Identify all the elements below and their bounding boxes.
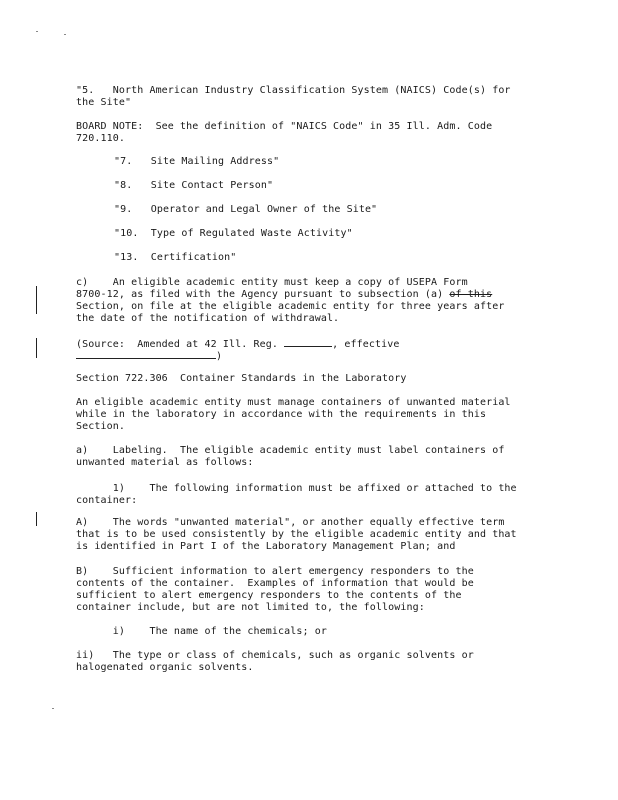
naics-heading-line: the Site" xyxy=(76,97,132,108)
item-ii-line: halogenated organic solvents. xyxy=(76,662,254,673)
paragraph-c-line: the date of the notification of withdrawal. xyxy=(76,313,340,324)
item-1-line: 1) The following information must be affixed or attached to the xyxy=(76,483,517,494)
scan-speck xyxy=(64,34,66,35)
item-i-line: i) The name of the chemicals; or xyxy=(76,626,327,637)
item-ii-line: ii) The type or class of chemicals, such as organic solvents or xyxy=(76,650,474,661)
item-a-line: that is to be used consistently by the eligible academic entity and that xyxy=(76,529,517,540)
intro-line: while in the laboratory in accordance with the requirements in this xyxy=(76,409,487,420)
item-a-line: is identified in Part I of the Laboratory Management Plan; and xyxy=(76,541,456,552)
source-note-text: ) xyxy=(216,351,223,362)
naics-heading-line: "5. North American Industry Classification System (NAICS) Code(s) for xyxy=(76,85,511,96)
scan-speck xyxy=(52,708,54,709)
source-note-line xyxy=(76,349,222,364)
item-1-line: container: xyxy=(76,495,138,506)
section-heading: Section 722.306 Container Standards in the Laboratory xyxy=(76,373,407,384)
form-item: "13. Certification" xyxy=(114,252,237,263)
revision-bar xyxy=(36,338,37,358)
paragraph-c-text: 8700-12, as filed with the Agency pursuant to subsection (a) xyxy=(76,289,450,300)
item-b-line: contents of the container. Examples of information that would be xyxy=(76,578,474,589)
form-item: "7. Site Mailing Address" xyxy=(114,156,280,167)
item-b-line: sufficient to alert emergency responders to the contents of the xyxy=(76,590,462,601)
source-note-text: (Source: Amended at 42 Ill. Reg. xyxy=(76,339,285,350)
item-a-line: A) The words "unwanted material", or another equally effective term xyxy=(76,517,505,528)
form-item: "9. Operator and Legal Owner of the Site" xyxy=(114,204,378,215)
source-note-text: , effective xyxy=(332,339,400,350)
board-note-line: 720.110. xyxy=(76,133,125,144)
item-b-line: B) Sufficient information to alert emergency responders to the xyxy=(76,566,474,577)
struck-text: of this xyxy=(449,289,493,300)
intro-line: An eligible academic entity must manage containers of unwanted material xyxy=(76,397,511,408)
blank-line xyxy=(284,337,332,347)
paragraph-a-line: a) Labeling. The eligible academic entity must label containers of xyxy=(76,445,505,456)
board-note-line: BOARD NOTE: See the definition of "NAICS Code" in 35 Ill. Adm. Code xyxy=(76,121,493,132)
revision-bar xyxy=(36,512,37,526)
form-item: "8. Site Contact Person" xyxy=(114,180,274,191)
scan-speck xyxy=(36,31,38,32)
form-item: "10. Type of Regulated Waste Activity" xyxy=(114,228,353,239)
revision-bar xyxy=(36,286,37,314)
paragraph-a-line: unwanted material as follows: xyxy=(76,457,254,468)
blank-line xyxy=(76,349,216,359)
intro-line: Section. xyxy=(76,421,125,432)
paragraph-c-line: c) An eligible academic entity must keep a copy of USEPA Form xyxy=(76,277,468,288)
paragraph-c-line: Section, on file at the eligible academic entity for three years after xyxy=(76,301,505,312)
item-b-line: container include, but are not limited to, the following: xyxy=(76,602,425,613)
paragraph-c-line xyxy=(76,289,492,302)
